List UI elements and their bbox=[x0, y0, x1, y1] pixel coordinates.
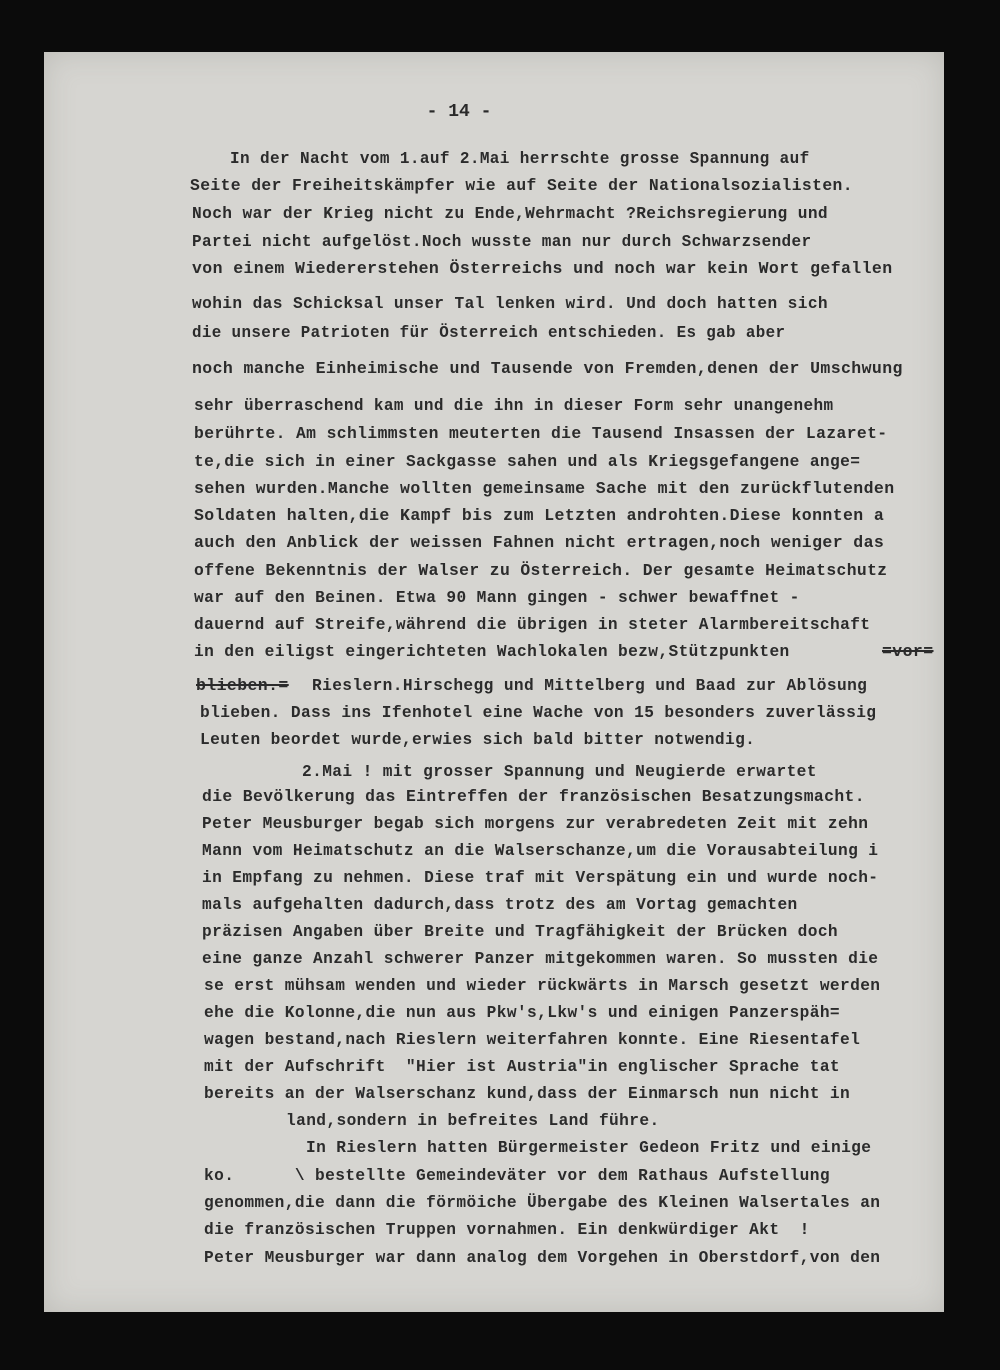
text-line: In der Nacht vom 1.auf 2.Mai herrschte grosse Spannung auf bbox=[230, 149, 810, 168]
typewritten-page bbox=[44, 52, 944, 1312]
text-line: auch den Anblick der weissen Fahnen nicht ertragen,noch weniger das bbox=[194, 533, 885, 552]
text-line: wohin das Schicksal unser Tal lenken wird. Und doch hatten sich bbox=[192, 294, 829, 313]
text-line: eine ganze Anzahl schwerer Panzer mitgekommen waren. So mussten die bbox=[202, 949, 879, 968]
text-line: sehr überraschend kam und die ihn in dieser Form sehr unangenehm bbox=[194, 396, 834, 415]
text-line: Seite der Freiheitskämpfer wie auf Seite der Nationalsozialisten. bbox=[190, 176, 853, 195]
struck-text: =vor= bbox=[882, 642, 934, 661]
text-line: die unsere Patrioten für Österreich entschieden. Es gab aber bbox=[192, 323, 786, 342]
text-line: sehen wurden.Manche wollten gemeinsame Sache mit den zurückflutenden bbox=[194, 479, 895, 498]
text-line: ko. \ bestellte Gemeindeväter vor dem Rathaus Aufstellung bbox=[204, 1166, 830, 1185]
text-line: offene Bekenntnis der Walser zu Österreich. Der gesamte Heimatschutz bbox=[194, 561, 888, 580]
text-line: in Empfang zu nehmen. Diese traf mit Verspätung ein und wurde noch- bbox=[202, 868, 879, 887]
text-line: 2.Mai ! mit grosser Spannung und Neugierde erwartet bbox=[302, 762, 817, 781]
text-line: Peter Meusburger begab sich morgens zur verabredeten Zeit mit zehn bbox=[202, 814, 869, 833]
text-line: war auf den Beinen. Etwa 90 Mann gingen - schwer bewaffnet - bbox=[194, 588, 800, 607]
text-line: bereits an der Walserschanz kund,dass der Einmarsch nun nicht in bbox=[204, 1084, 851, 1103]
text-line: Rieslern.Hirschegg und Mittelberg und Baad zur Ablösung bbox=[312, 676, 868, 695]
text-line: genommen,die dann die förmöiche Übergabe des Kleinen Walsertales an bbox=[204, 1193, 881, 1212]
text-line: land,sondern in befreites Land führe. bbox=[286, 1111, 660, 1130]
text-line: die Bevölkerung das Eintreffen der französischen Besatzungsmacht. bbox=[202, 787, 865, 806]
text-line: Partei nicht aufgelöst.Noch wusste man nur durch Schwarzsender bbox=[192, 232, 812, 251]
text-line: ehe die Kolonne,die nun aus Pkw's,Lkw's und einigen Panzerspäh= bbox=[204, 1003, 841, 1022]
text-line: mit der Aufschrift "Hier ist Austria"in englischer Sprache tat bbox=[204, 1057, 841, 1076]
struck-text: blieben.= bbox=[196, 676, 289, 695]
text-line: Soldaten halten,die Kampf bis zum Letzten androhten.Diese konnten a bbox=[194, 506, 885, 525]
text-line: blieben. Dass ins Ifenhotel eine Wache von 15 besonders zuverlässig bbox=[200, 703, 877, 722]
text-line: von einem Wiedererstehen Österreichs und noch war kein Wort gefallen bbox=[192, 259, 893, 278]
text-line: Noch war der Krieg nicht zu Ende,Wehrmacht ?Reichsregierung und bbox=[192, 204, 829, 223]
text-line: präzisen Angaben über Breite und Tragfähigkeit der Brücken doch bbox=[202, 922, 839, 941]
text-line: wagen bestand,nach Rieslern weiterfahren konnte. Eine Riesentafel bbox=[204, 1030, 861, 1049]
text-line: In Rieslern hatten Bürgermeister Gedeon Fritz und einige bbox=[306, 1138, 872, 1157]
text-line: noch manche Einheimische und Tausende von Fremden,denen der Umschwung bbox=[192, 359, 903, 378]
text-line: Mann vom Heimatschutz an die Walserschanze,um die Vorausabteilung i bbox=[202, 841, 879, 860]
page-number: - 14 - bbox=[426, 102, 492, 122]
text-line: se erst mühsam wenden und wieder rückwärts in Marsch gesetzt werden bbox=[204, 976, 881, 995]
text-line: mals aufgehalten dadurch,dass trotz des am Vortag gemachten bbox=[202, 895, 798, 914]
text-line: dauernd auf Streife,während die übrigen in steter Alarmbereitschaft bbox=[194, 615, 871, 634]
text-line: in den eiligst eingerichteten Wachlokalen bezw,Stützpunkten bbox=[194, 642, 790, 661]
text-line: Peter Meusburger war dann analog dem Vorgehen in Oberstdorf,von den bbox=[204, 1248, 881, 1267]
text-line: Leuten beordet wurde,erwies sich bald bitter notwendig. bbox=[200, 730, 756, 749]
text-line: die französischen Truppen vornahmen. Ein denkwürdiger Akt ! bbox=[204, 1220, 810, 1239]
text-line: te,die sich in einer Sackgasse sahen und als Kriegsgefangene ange= bbox=[194, 452, 861, 471]
text-line: berührte. Am schlimmsten meuterten die Tausend Insassen der Lazaret- bbox=[194, 424, 888, 443]
